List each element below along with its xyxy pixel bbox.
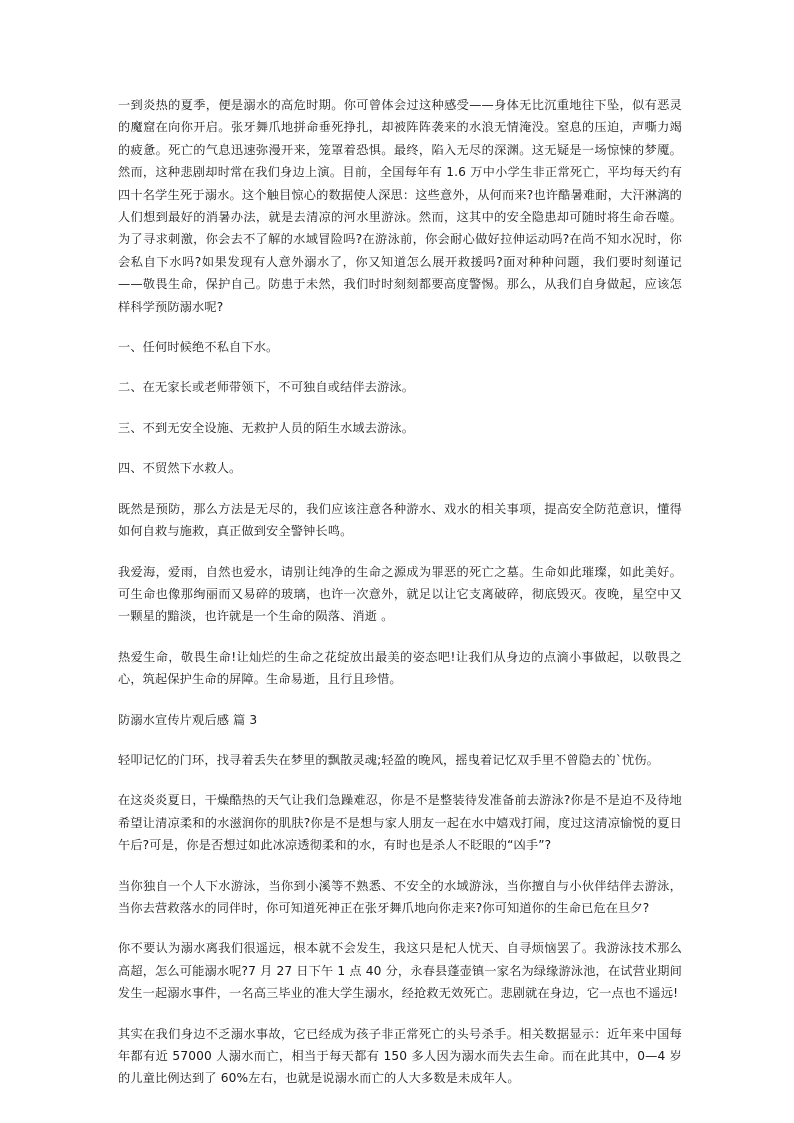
paragraph-prevention: 既然是预防，那么方法是无尽的，我们应该注意各种游水、戏水的相关事项，提高安全防范意识，懂得如何自救与施救，真正做到安全警钟长鸣。 <box>118 501 682 539</box>
rule-4: 四、不贸然下水救人。 <box>118 461 242 476</box>
paragraph-incident: 你不要认为溺水离我们很遥远，根本就不会发生，我这只是杞人忧天、自寻烦恼罢了。我游泳技术那么高超，怎么可能溺水呢?7 月 27 日下午 1 点 40 分，永春县蓬壶镇一家名为绿缘游泳池，在试营业期间发生一起溺水事件，一名高三毕业的准大学生溺水，经抢救无效死亡。悲剧就在身边，它一点也不遥远! <box>118 941 682 1001</box>
rule-1: 一、任何时候绝不私自下水。 <box>118 340 279 355</box>
paragraph-alone: 当你独自一个人下水游泳，当你到小溪等不熟悉、不安全的水域游泳，当你擅自与小伙伴结伴去游泳，当你去营救落水的同伴时，你可知道死神正在张牙舞爪地向你走来?你可知道你的生命已危在旦夕? <box>118 878 682 915</box>
paragraph-love-water: 我爱海，爱雨，自然也爱水，请别让纯净的生命之源成为罪恶的死亡之墓。生命如此璀璨，如此美好。可生命也像那绚丽而又易碎的玻璃，也许一次意外，就足以让它支离破碎，彻底毁灭。夜晚，星空中又一颗星的黯淡，也许就是一个生命的陨落、消逝 。 <box>118 564 682 624</box>
paragraph-memory: 轻叩记忆的门环，找寻着丢失在梦里的飘散灵魂;轻盈的晚风，摇曳着记忆双手里不曾隐去的`忧伤。 <box>118 752 660 767</box>
rule-2: 二、在无家长或老师带领下，不可独自或结伴去游泳。 <box>118 380 415 395</box>
document-body <box>118 94 682 1108</box>
paragraph-summer: 在这炎炎夏日，干燥酷热的天气让我们急躁难忍，你是不是整装待发准备前去游泳?你是不是迫不及待地希望让清凉柔和的水滋润你的肌肤?你是不是想与家人朋友一起在水中嬉戏打闹，度过这清凉愉悦的夏日午后?可是，你是否想过如此冰凉透彻柔和的水，有时也是杀人不眨眼的“凶手”? <box>118 793 682 853</box>
rule-3: 三、不到无安全设施、无救护人员的陌生水域去游泳。 <box>118 420 415 435</box>
paragraph-intro: 一到炎热的夏季，便是溺水的高危时期。你可曾体会过这种感受——身体无比沉重地往下坠，似有恶灵的魔窟在向你开启。张牙舞爪地拼命垂死挣扎，却被阵阵袭来的水浪无情淹没。窒息的压迫，声嘶力竭的疲惫。死亡的气息迅速弥漫开来，笼罩着恐惧。最终，陷入无尽的深渊。这无疑是一场惊悚的梦魇。然而，这种悲剧却时常在我们身边上演。目前，全国每年有 1.6 万中小学生非正常死亡，平均每天约有四十名学生死于溺水。这个触目惊心的数据使人深思：这些意外，从何而来?也许酷暑难耐，大汗淋漓的人们想到最好的消暑办法，就是去清凉的河水里游泳。然而，这其中的安全隐患却可随时将生命吞噬。为了寻求刺激，你会去不了解的水域冒险吗?在游泳前，你会耐心做好拉伸运动吗?在尚不知水况时，你会私自下水吗?如果发现有人意外溺水了，你又知道怎么展开救援吗?面对种种问题，我们要时刻谨记——敬畏生命，保护自己。防患于未然，我们时时刻刻都要高度警惕。那么，从我们自身做起，应该怎样科学预防溺水呢? <box>118 98 682 314</box>
paragraph-statistics: 其实在我们身边不乏溺水事故，它已经成为孩子非正常死亡的头号杀手。相关数据显示：近年来中国每年都有近 57000 人溺水而亡，相当于每天都有 150 多人因为溺水而失去生命。而在此其中，0—4 岁的儿童比例达到了 60%左右，也就是说溺水而亡的人大多数是未成年人。 <box>118 1026 682 1086</box>
section-heading: 防溺水宣传片观后感 篇 3 <box>118 712 258 727</box>
paragraph-cherish-life: 热爱生命，敬畏生命!让灿烂的生命之花绽放出最美的姿态吧!让我们从身边的点滴小事做起，以敬畏之心，筑起保护生命的屏障。生命易逝，且行且珍惜。 <box>118 649 682 687</box>
